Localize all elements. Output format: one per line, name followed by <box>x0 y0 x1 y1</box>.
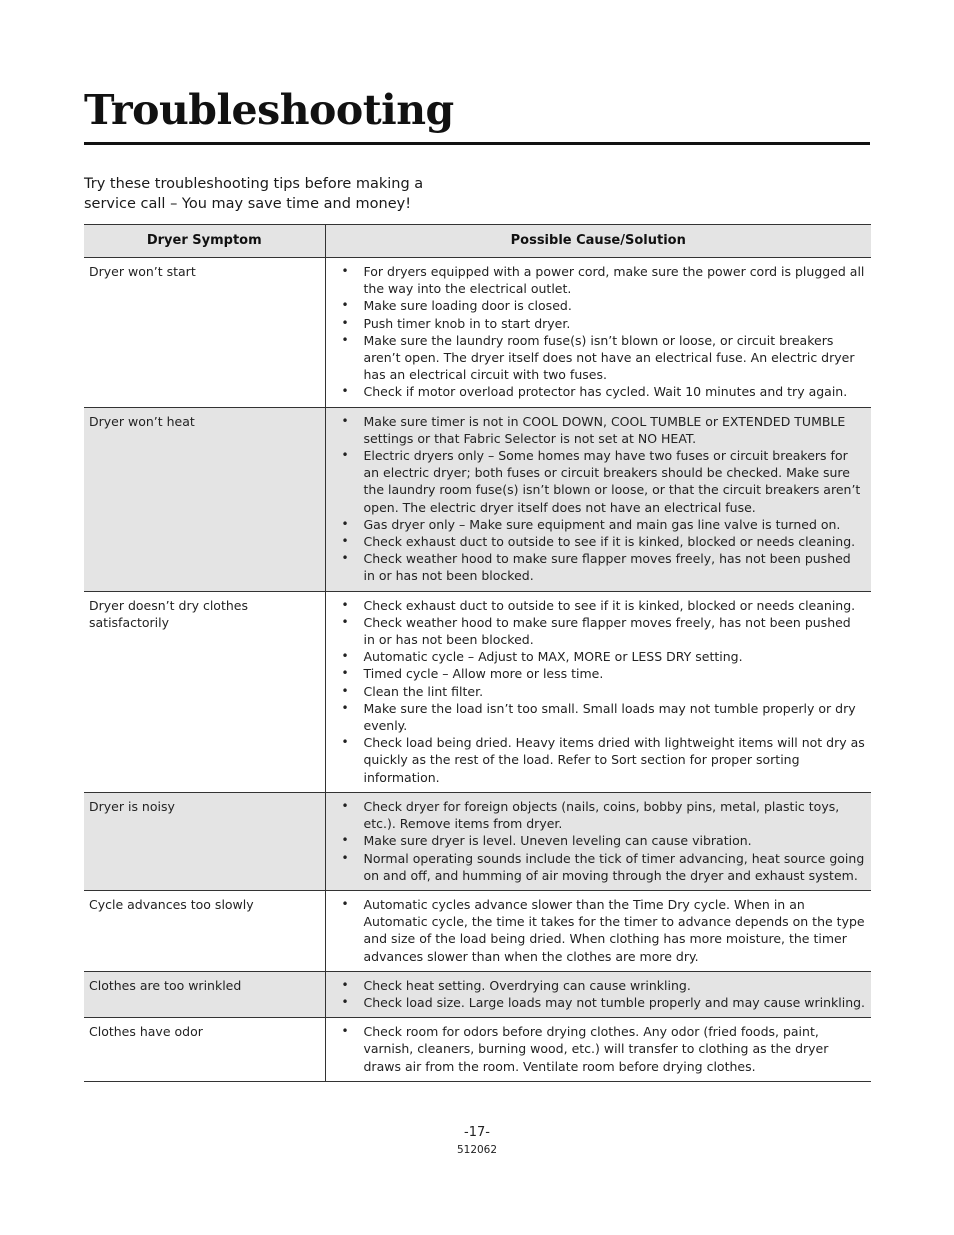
list-item <box>341 516 867 533</box>
cause-text: Automatic cycle – Adjust to MAX, MORE or LESS DRY setting. <box>363 649 743 665</box>
symptom-cell: Dryer doesn’t dry clothes satisfactorily <box>84 591 325 792</box>
symptom-cell: Clothes are too wrinkled <box>84 971 325 1017</box>
table-row <box>84 258 871 408</box>
cause-list <box>331 263 867 401</box>
list-item <box>341 263 867 297</box>
title-underline <box>84 142 870 145</box>
symptom-cell: Clothes have odor <box>84 1018 325 1082</box>
table-row <box>84 890 871 971</box>
cause-text: Push timer knob in to start dryer. <box>363 315 571 331</box>
intro-text <box>84 174 464 214</box>
list-item <box>341 597 867 614</box>
list-item <box>341 297 867 314</box>
intro-line: service call – You may save time and money! <box>84 196 412 212</box>
list-item <box>341 798 867 832</box>
bullet-icon: • <box>341 534 349 549</box>
cause-text: Make sure the load isn’t too small. Small loads may not tumble properly or dry evenly. <box>363 700 856 734</box>
cause-list <box>331 597 867 786</box>
symptom-cell: Cycle advances too slowly <box>84 890 325 971</box>
symptom-cell: Dryer won’t start <box>84 258 325 408</box>
bullet-icon: • <box>341 666 349 681</box>
header-dryer-symptom: Dryer Symptom <box>84 225 325 258</box>
cause-cell <box>325 591 871 792</box>
cause-list <box>331 977 867 1011</box>
bullet-icon: • <box>341 850 349 865</box>
bullet-icon: • <box>341 315 349 330</box>
list-item <box>341 1023 867 1075</box>
table-row <box>84 1018 871 1082</box>
cause-text: Check dryer for foreign objects (nails, coins, bobby pins, metal, plastic toys, etc.). Remove items from dryer. <box>363 798 840 832</box>
bullet-icon: • <box>341 1024 349 1039</box>
symptom-cell: Dryer won’t heat <box>84 407 325 591</box>
cause-text: Check weather hood to make sure flapper moves freely, has not been pushed in or has not been blocked. <box>363 551 851 584</box>
list-item <box>341 332 867 384</box>
bullet-icon: • <box>341 597 349 612</box>
cause-text: Check if motor overload protector has cycled. Wait 10 minutes and try again. <box>363 384 848 400</box>
cause-text: Check exhaust duct to outside to see if it is kinked, blocked or needs cleaning. <box>363 534 856 550</box>
bullet-icon: • <box>341 413 349 428</box>
cause-text: Electric dryers only – Some homes may have two fuses or circuit breakers for an electric dryer; both fuses or circuit breakers should be checked. Make sure the laundry room fuse(s) isn’t blown or loose, or that the circuit breakers aren’t open. The electric dryer itself does not have an electrical fuse. <box>363 448 861 515</box>
list-item <box>341 683 867 700</box>
list-item <box>341 896 867 965</box>
cause-cell <box>325 890 871 971</box>
bullet-icon: • <box>341 384 349 399</box>
page-number: -17- <box>464 1125 490 1140</box>
list-item <box>341 447 867 516</box>
cause-text: Normal operating sounds include the tick of timer advancing, heat source going on and off, and humming of air moving through the dryer and exhaust system. <box>363 850 865 883</box>
bullet-icon: • <box>341 994 349 1009</box>
bullet-icon: • <box>341 798 349 813</box>
bullet-icon: • <box>341 264 349 278</box>
cause-text: Check load being dried. Heavy items dried with lightweight items will not dry as quickly as the rest of the load. Refer to Sort section for proper sorting information. <box>363 735 865 785</box>
bullet-icon: • <box>341 735 349 750</box>
list-item <box>341 665 867 682</box>
symptom-cell: Dryer is noisy <box>84 792 325 890</box>
cause-text: Timed cycle – Allow more or less time. <box>363 666 604 682</box>
intro-line: Try these troubleshooting tips before making a <box>84 176 424 192</box>
header-possible-cause: Possible Cause/Solution <box>325 225 871 258</box>
table-row <box>84 971 871 1017</box>
bullet-icon: • <box>341 551 349 566</box>
list-item <box>341 533 867 550</box>
cause-text: Check load size. Large loads may not tumble properly and may cause wrinkling. <box>363 994 866 1010</box>
table-row <box>84 792 871 890</box>
bullet-icon: • <box>341 649 349 664</box>
page-title: Troubleshooting <box>84 86 454 134</box>
cause-list <box>331 798 867 884</box>
cause-text: Gas dryer only – Make sure equipment and main gas line valve is turned on. <box>363 516 841 532</box>
cause-text: Check room for odors before drying clothes. Any odor (fried foods, paint, varnish, cleaners, burning wood, etc.) will transfer to clothing as the dryer draws air from the room. Ventilate room before drying clothes. <box>363 1024 829 1074</box>
cause-cell <box>325 1018 871 1082</box>
troubleshooting-table <box>84 224 871 1082</box>
bullet-icon: • <box>341 977 349 992</box>
table-row <box>84 407 871 591</box>
list-item <box>341 977 867 994</box>
cause-text: Make sure timer is not in COOL DOWN, COOL TUMBLE or EXTENDED TUMBLE settings or that Fabric Selector is not set at NO HEAT. <box>363 413 846 446</box>
table-row <box>84 591 871 792</box>
document-number: 512062 <box>456 1144 498 1156</box>
cause-text: Automatic cycles advance slower than the Time Dry cycle. When in an Automatic cycle, the time it takes for the timer to advance depends on the type and size of the load being dried. When clothing has more moisture, the timer advances slower than when the clothes are more dry. <box>363 896 865 964</box>
bullet-icon: • <box>341 700 349 715</box>
list-item <box>341 315 867 332</box>
list-item <box>341 850 867 884</box>
cause-cell <box>325 792 871 890</box>
bullet-icon: • <box>341 614 349 629</box>
cause-text: Check weather hood to make sure flapper moves freely, has not been pushed in or has not been blocked. <box>363 614 851 648</box>
cause-cell <box>325 407 871 591</box>
cause-cell <box>325 258 871 408</box>
cause-list <box>331 413 867 585</box>
bullet-icon: • <box>341 332 349 347</box>
list-item <box>341 994 867 1011</box>
list-item <box>341 614 867 648</box>
cause-text: Make sure dryer is level. Uneven leveling can cause vibration. <box>363 833 752 849</box>
cause-list <box>331 896 867 965</box>
bullet-icon: • <box>341 516 349 531</box>
cause-text: For dryers equipped with a power cord, make sure the power cord is plugged all the way into the electrical outlet. <box>363 264 865 297</box>
cause-text: Check heat setting. Overdrying can cause wrinkling. <box>363 977 691 993</box>
bullet-icon: • <box>341 833 349 848</box>
cause-text: Make sure the laundry room fuse(s) isn’t blown or loose, or circuit breakers aren’t open. The dryer itself does not have an electrical fuse. An electric dryer has an electrical circuit with two fuses. <box>363 332 855 383</box>
list-item <box>341 550 867 584</box>
list-item <box>341 413 867 447</box>
bullet-icon: • <box>341 896 349 911</box>
list-item <box>341 383 867 400</box>
bullet-icon: • <box>341 683 349 698</box>
cause-text: Check exhaust duct to outside to see if it is kinked, blocked or needs cleaning. <box>363 597 856 613</box>
list-item <box>341 734 867 786</box>
cause-cell <box>325 971 871 1017</box>
list-item <box>341 648 867 665</box>
cause-list <box>331 1023 867 1075</box>
bullet-icon: • <box>341 448 349 463</box>
table-header-row <box>84 225 871 258</box>
bullet-icon: • <box>341 298 349 313</box>
table-body <box>84 258 871 1082</box>
list-item <box>341 832 867 849</box>
cause-text: Make sure loading door is closed. <box>363 298 572 314</box>
cause-text: Clean the lint filter. <box>363 683 484 699</box>
list-item <box>341 700 867 734</box>
